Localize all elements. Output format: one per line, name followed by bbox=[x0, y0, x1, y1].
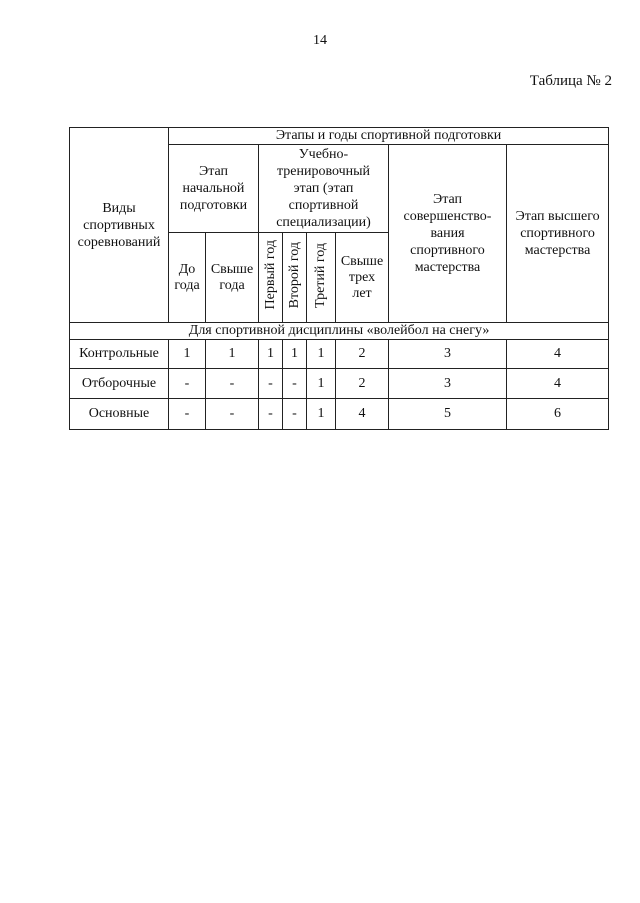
row-name: Контрольные bbox=[70, 340, 169, 369]
section-title: Для спортивной дисциплины «волейбол на снегу» bbox=[70, 323, 609, 340]
page-number: 14 bbox=[313, 33, 327, 48]
table-cell: 1 bbox=[169, 340, 206, 369]
table-row bbox=[70, 340, 609, 369]
table-cell: - bbox=[259, 399, 283, 430]
header-up-to-year: До года bbox=[169, 233, 206, 323]
table-cell: 3 bbox=[389, 369, 507, 399]
table-cell: 1 bbox=[307, 369, 336, 399]
table-cell: - bbox=[283, 369, 307, 399]
header-first-year: Первый год bbox=[259, 233, 283, 323]
header-higher-stage: Этап высшего спортивного мастерства bbox=[507, 145, 609, 323]
table-cell: 3 bbox=[389, 340, 507, 369]
table-cell: 1 bbox=[307, 340, 336, 369]
table-cell: 4 bbox=[507, 369, 609, 399]
table-row bbox=[70, 369, 609, 399]
table-cell: - bbox=[206, 369, 259, 399]
table-cell: 2 bbox=[336, 369, 389, 399]
row-name: Основные bbox=[70, 399, 169, 430]
table-cell: - bbox=[283, 399, 307, 430]
header-improvement-stage: Этап совершенство-вания спортивного мастерства bbox=[389, 145, 507, 323]
table-label: Таблица № 2 bbox=[529, 73, 612, 89]
table-cell: 6 bbox=[507, 399, 609, 430]
table-cell: 5 bbox=[389, 399, 507, 430]
table-cell: - bbox=[206, 399, 259, 430]
table-cell: 1 bbox=[283, 340, 307, 369]
table-cell: 1 bbox=[307, 399, 336, 430]
header-over-three-years: Свыше трех лет bbox=[336, 233, 389, 323]
header-stages-and-years: Этапы и годы спортивной подготовки bbox=[169, 128, 609, 145]
table-cell: - bbox=[169, 369, 206, 399]
competitions-table bbox=[69, 127, 609, 430]
header-third-year: Третий год bbox=[307, 233, 336, 323]
table-cell: 4 bbox=[336, 399, 389, 430]
header-competition-types: Виды спортивных соревнований bbox=[70, 128, 169, 323]
table-cell: - bbox=[259, 369, 283, 399]
table-cell: 2 bbox=[336, 340, 389, 369]
header-second-year: Второй год bbox=[283, 233, 307, 323]
table-cell: 1 bbox=[206, 340, 259, 369]
table-cell: - bbox=[169, 399, 206, 430]
header-initial-stage: Этап начальной подготовки bbox=[169, 145, 259, 233]
header-over-year: Свыше года bbox=[206, 233, 259, 323]
table-cell: 1 bbox=[259, 340, 283, 369]
table-row bbox=[70, 399, 609, 430]
header-training-stage: Учебно-тренировочный этап (этап спортивной специализации) bbox=[259, 145, 389, 233]
row-name: Отборочные bbox=[70, 369, 169, 399]
table-cell: 4 bbox=[507, 340, 609, 369]
